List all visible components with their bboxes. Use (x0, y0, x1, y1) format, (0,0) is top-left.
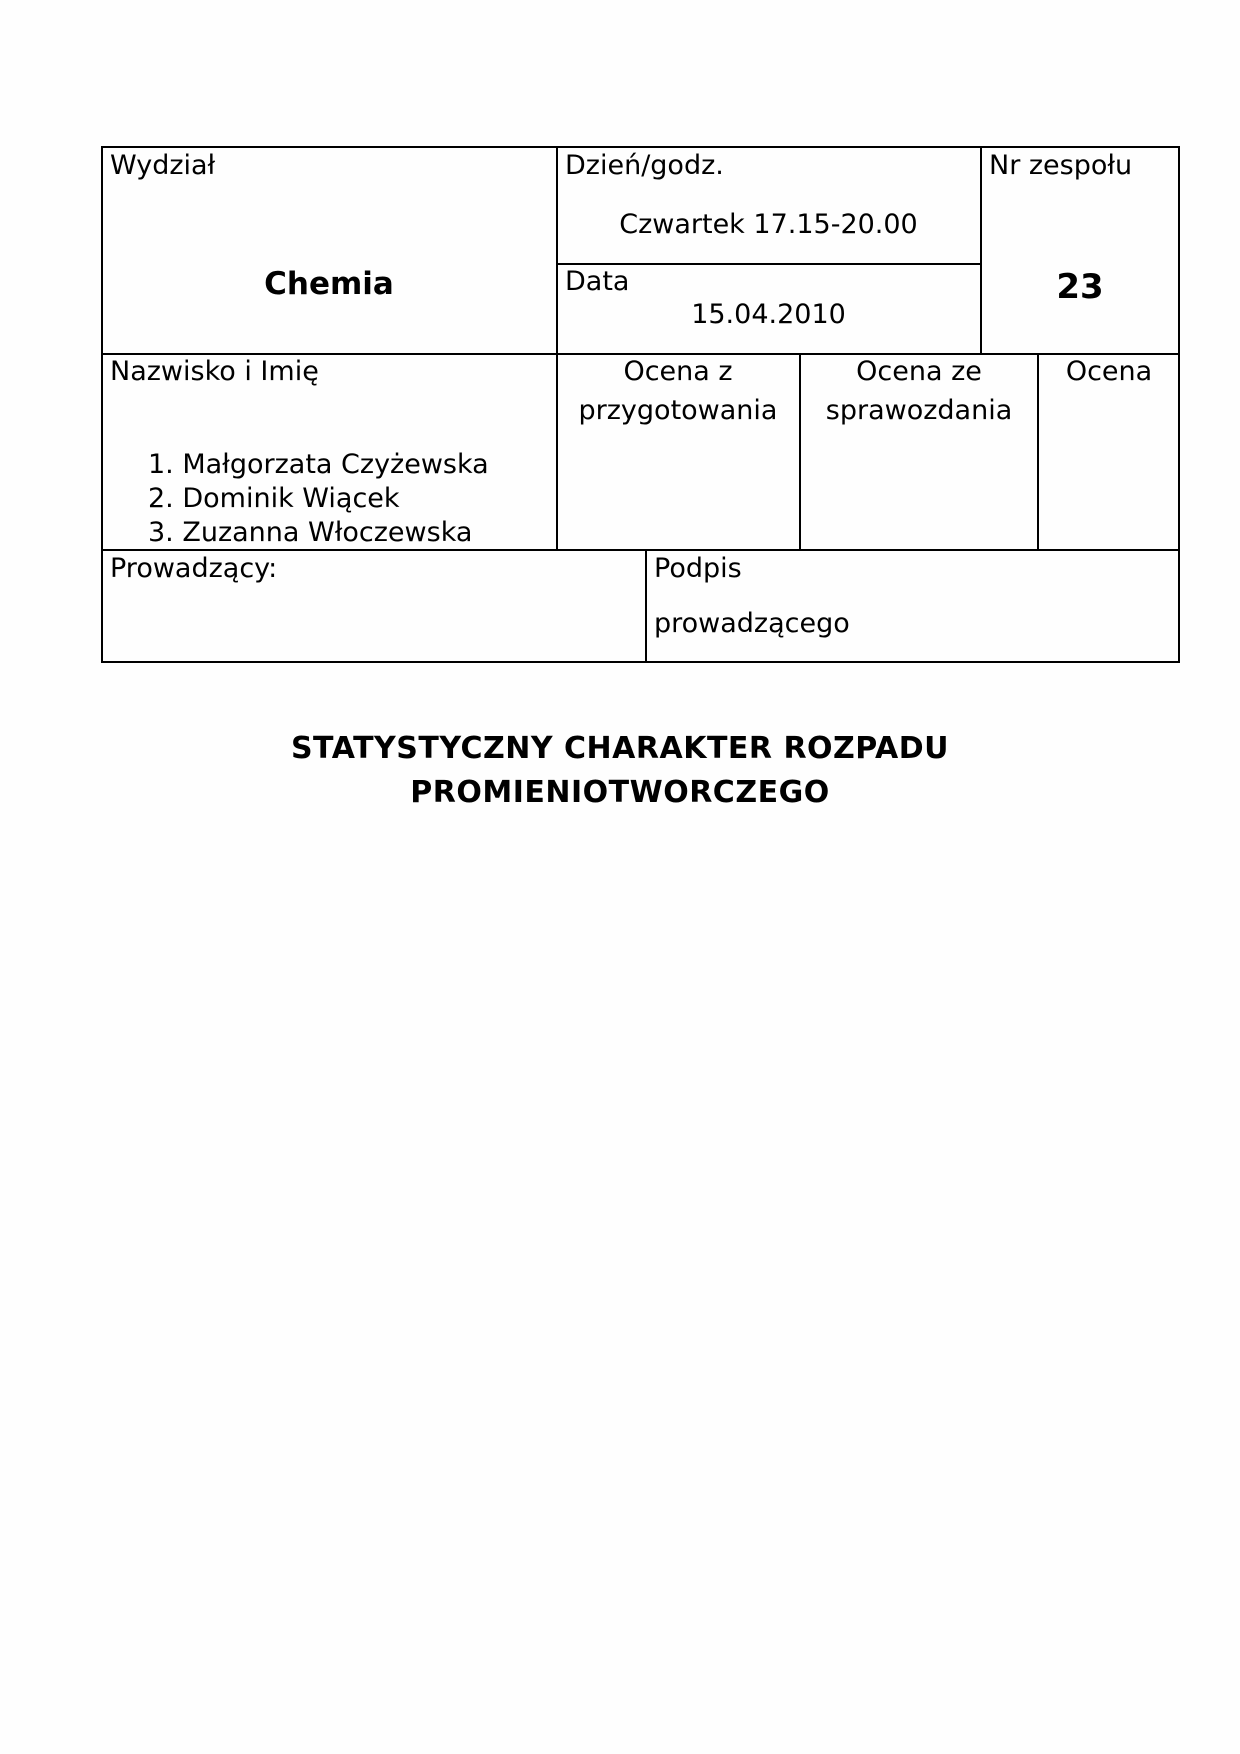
supervisor-label: Prowadzący: (110, 553, 278, 584)
grade-report-label: sprawozdania (825, 395, 1013, 426)
member-list-item: 3. Zuzanna Włoczewska (148, 517, 473, 548)
grade-preparation-label: przygotowania (578, 395, 778, 426)
faculty-value: Chemia (264, 266, 394, 302)
names-label: Nazwisko i Imię (110, 356, 319, 387)
member-list-item: 1. Małgorzata Czyżewska (148, 449, 489, 480)
table-divider (645, 549, 647, 662)
grade-label: Ocena (1065, 356, 1153, 387)
faculty-label: Wydział (110, 150, 216, 181)
signature-label: prowadzącego (654, 608, 850, 639)
document-title-line: STATYSTYCZNY CHARAKTER ROZPADU (290, 731, 950, 766)
table-divider (980, 147, 982, 355)
date-label: Data (565, 266, 630, 297)
day-time-label: Dzień/godz. (565, 150, 724, 181)
day-time-value: Czwartek 17.15-20.00 (619, 209, 918, 240)
team-number-label: Nr zespołu (989, 150, 1133, 181)
member-list-item: 2. Dominik Wiącek (148, 483, 400, 514)
team-number-value: 23 (1056, 267, 1104, 307)
date-value: 15.04.2010 (691, 299, 846, 330)
grade-report-label: Ocena ze (856, 356, 982, 387)
grade-preparation-label: Ocena z (623, 356, 733, 387)
document-title-line: PROMIENIOTWORCZEGO (410, 775, 830, 810)
signature-label: Podpis (654, 553, 742, 584)
